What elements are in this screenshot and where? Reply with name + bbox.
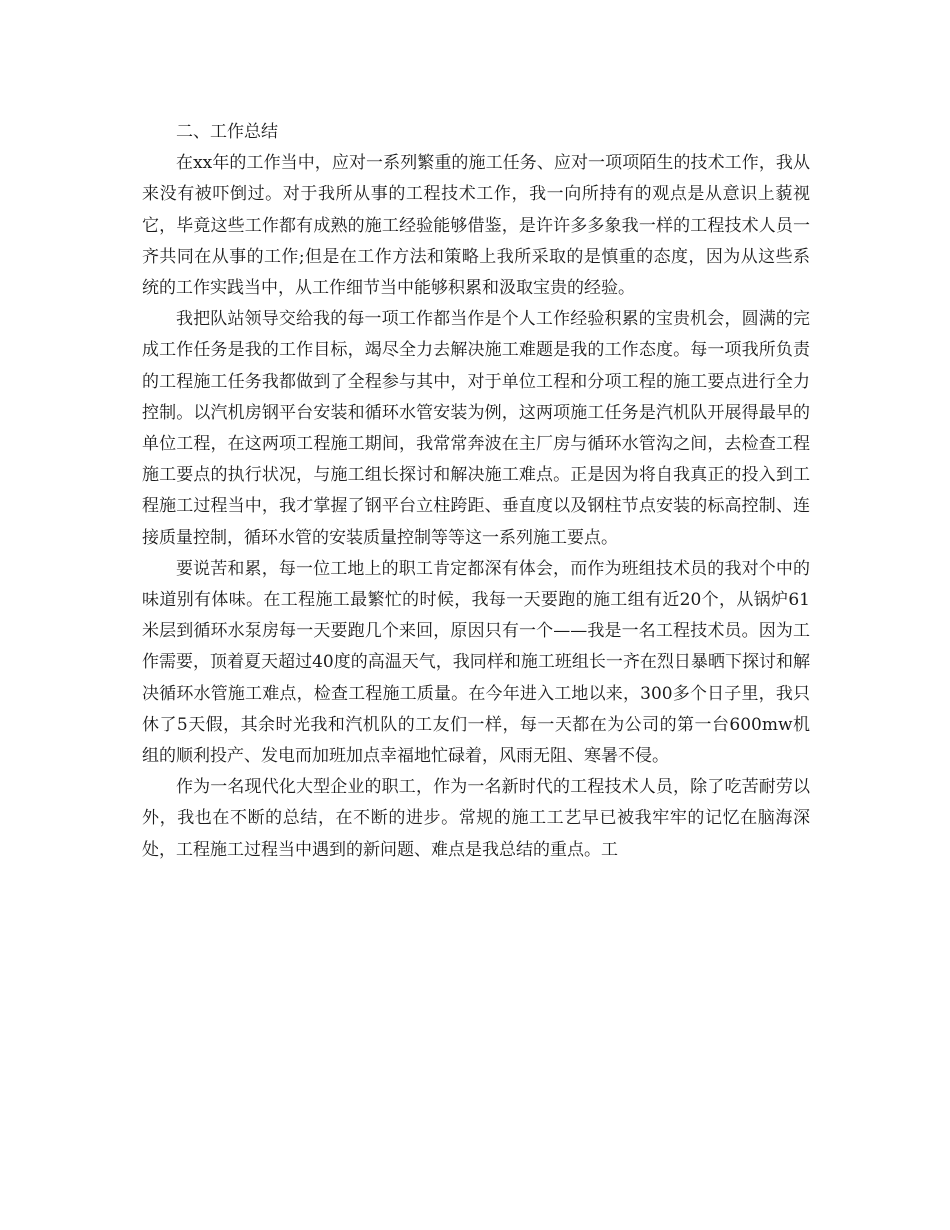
paragraph-3: 要说苦和累，每一位工地上的职工肯定都深有体会，而作为班组技术员的我对个中的味道别有体味。在工程施工最繁忙的时候，我每一天要跑的施工组有近20个，从锅炉61米层到循环水泵房每一天要跑几个来回，原因只有一个——我是一名工程技术员。因为工作需要，顶着夏天超过40度的高温天气，我同样和施工班组长一齐在烈日暴晒下探讨和解决循环水管施工难点，检查工程施工质量。在今年进入工地以来，300多个日子里，我只休了5天假，其余时光我和汽机队的工友们一样，每一天都在为公司的第一台600mw机组的顺利投产、发电而加班加点幸福地忙碌着，风雨无阻、寒暑不侵。 — [142, 558, 810, 767]
document-body — [142, 117, 810, 866]
paragraph-2: 我把队站领导交给我的每一项工作都当作是个人工作经验积累的宝贵机会，圆满的完成工作任务是我的工作目标，竭尽全力去解决施工难题是我的工作态度。每一项我所负责的工程施工任务我都做到了全程参与其中，对于单位工程和分项工程的施工要点进行全力控制。以汽机房钢平台安装和循环水管安装为例，这两项施工任务是汽机队开展得最早的单位工程，在这两项工程施工期间，我常常奔波在主厂房与循环水管沟之间，去检查工程施工要点的执行状况，与施工组长探讨和解决施工难点。正是因为将自我真正的投入到工程施工过程当中，我才掌握了钢平台立柱跨距、垂直度以及钢柱节点安装的标高控制、连接质量控制，循环水管的安装质量控制等等这一系列施工要点。 — [142, 309, 810, 548]
paragraph-1: 在xx年的工作当中，应对一系列繁重的施工任务、应对一项项陌生的技术工作，我从来没有被吓倒过。对于我所从事的工程技术工作，我一向所持有的观点是从意识上藐视它，毕竟这些工作都有成熟的施工经验能够借鉴，是许许多多象我一样的工程技术人员一齐共同在从事的工作;但是在工作方法和策略上我所采取的是慎重的态度，因为从这些系统的工作实践当中，从工作细节当中能够积累和汲取宝贵的经验。 — [142, 153, 810, 299]
section-heading: 二、工作总结 — [176, 122, 278, 142]
paragraph-4: 作为一名现代化大型企业的职工，作为一名新时代的工程技术人员，除了吃苦耐劳以外，我也在不断的总结，在不断的进步。常规的施工工艺早已被我牢牢的记忆在脑海深处，工程施工过程当中遇到的新问题、难点是我总结的重点。工 — [142, 777, 810, 860]
